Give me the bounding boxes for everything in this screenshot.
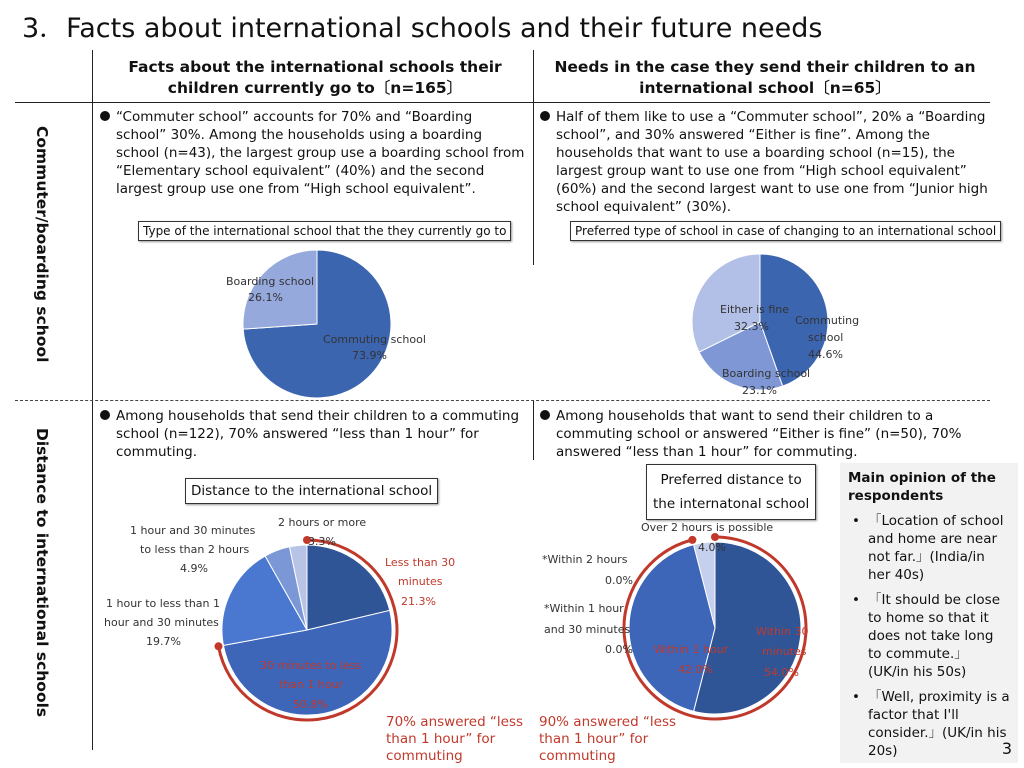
note-current-commuting: 70% answered “less than 1 hour” for commuting — [386, 714, 524, 764]
pie4-label-w1h30-1: *Within 1 hour — [544, 602, 624, 615]
pie2-value-either: 32.3% — [734, 320, 769, 333]
pie4-label-w1h: Within 1 hour — [654, 643, 729, 656]
pie4-value-over2: 4.0% — [698, 541, 726, 554]
pie3-label-lt30-1: Less than 30 — [385, 556, 456, 569]
row-label-distance: Distance to international schools — [33, 428, 51, 718]
bullet-commuter-current — [100, 108, 525, 198]
pie3-value-over2h: 3.3% — [308, 535, 336, 548]
pie-slice-boarding-school — [243, 250, 317, 329]
respondent-opinions-box — [840, 463, 1018, 763]
opinion-item: • 「Location of school and home are near not far.」(India/in her 40s) — [848, 512, 1010, 584]
pie-chart-1 — [200, 240, 460, 405]
pie1-value-commuting: 73.9% — [352, 349, 387, 362]
chart4-title — [646, 464, 816, 520]
bullet-text: Among households that send their children to a commuting school (n=122), 70% answered “less than 1 hour” for commuting. — [116, 408, 520, 460]
pie3-label-h130to2h-1: 1 hour and 30 minutes — [130, 524, 256, 537]
bullet-dot — [540, 111, 550, 121]
pie3-value-h1to1h30: 19.7% — [146, 635, 181, 648]
pie1-value-boarding: 26.1% — [248, 291, 283, 304]
pie4-label-w30-1: Within 30 — [756, 625, 809, 638]
bullet-text: “Commuter school” accounts for 70% and “Boarding school” 30%. Among the households using a boarding school (n=43), the largest group use a boarding school from “Elementary school equivalent” (40%) and the second largest group use one from “High school equivalent”. — [116, 109, 525, 197]
pie2-value-boarding: 23.1% — [742, 384, 777, 397]
pie3-label-30to1h-2: than 1 hour — [279, 678, 344, 691]
bullet-commuter-needs — [540, 108, 990, 216]
pie4-label-w1h30-2: and 30 minutes — [544, 623, 631, 636]
bullet-text: Half of them like to use a “Commuter school”, 20% a “Boarding school”, and 30% answered “Either is fine”. Among the households that want to use a boarding school (n=15), the largest group want to use one from “High school equivalent” (60%) and the second largest want to use one from “Junior high school equivalent” (30%). — [556, 109, 988, 215]
pie2-label-either: Either is fine — [720, 303, 790, 316]
bullet-dot — [100, 111, 110, 121]
pie-chart-2 — [690, 245, 890, 400]
pie2-label-boarding: Boarding school — [722, 367, 811, 380]
bullet-dot — [540, 410, 550, 420]
page-number: 3 — [1001, 739, 1012, 758]
grid-vline-mid — [533, 50, 534, 265]
pie4-value-w30: 54.0% — [764, 666, 799, 679]
row-label-commuter-boarding: Commuter/boarding school — [33, 126, 51, 363]
highlight-marker — [214, 642, 222, 650]
pie3-label-h1to1h30-2: hour and 30 minutes — [104, 616, 219, 629]
highlight-marker — [711, 533, 719, 541]
bullet-dot — [100, 410, 110, 420]
opinion-heading: Main opinion of the respondents — [848, 470, 996, 504]
pie2-label-commuting-1: Commuting — [795, 314, 860, 327]
opinion-item: • 「It should be close to home so that it does not take long to commute.」 (UK/in his 50s) — [848, 591, 1010, 681]
pie3-label-h130to2h-2: to less than 2 hours — [140, 543, 250, 556]
grid-header-line — [15, 102, 990, 103]
pie3-value-h130to2h: 4.9% — [180, 562, 208, 575]
highlight-marker — [688, 536, 696, 544]
chart4-title-line2: the internatonal school — [653, 496, 810, 512]
pie3-label-lt30-2: minutes — [398, 575, 443, 588]
grid-vline-mid-lower — [533, 400, 534, 460]
opinion-list — [848, 512, 1010, 760]
pie2-value-commuting: 44.6% — [808, 348, 843, 361]
chart4-title-line1: Preferred distance to — [660, 472, 802, 488]
bullet-distance-current — [100, 407, 530, 461]
bullet-distance-needs — [540, 407, 995, 461]
pie4-value-w1h30: 0.0% — [605, 643, 633, 656]
note-needs-commuting: 90% answered “less than 1 hour” for commuting — [539, 714, 677, 764]
opinion-item: • 「Well, proximity is a factor that I'll consider.」(UK/in his 20s) — [848, 688, 1010, 760]
pie3-label-30to1h-1: 30 minutes to less — [260, 659, 362, 672]
pie4-label-w30-2: minutes — [762, 645, 807, 658]
pie3-value-30to1h: 50.8% — [293, 698, 328, 711]
grid-row-divider — [15, 400, 990, 401]
slide-title: 3．Facts about international schools and their future needs — [22, 13, 823, 44]
column-header-current-facts: Facts about the international schools their children currently go to〔n=165〕 — [128, 58, 502, 97]
chart2-title: Preferred type of school in case of changing to an international school — [570, 221, 1001, 241]
pie4-label-w2h: *Within 2 hours — [542, 553, 628, 566]
pie1-label-commuting: Commuting school — [323, 333, 426, 346]
pie4-value-w1h: 42.0% — [678, 663, 713, 676]
pie4-value-w2h: 0.0% — [605, 574, 633, 587]
pie-chart-4 — [538, 515, 838, 735]
pie4-label-over2: Over 2 hours is possible — [641, 521, 774, 534]
column-header-future-needs: Needs in the case they send their children to an international school〔n=65〕 — [554, 58, 976, 97]
chart1-title: Type of the international school that the they currently go to — [138, 221, 511, 241]
pie1-label-boarding: Boarding school — [226, 275, 315, 288]
chart3-title: Distance to the international school — [185, 478, 438, 504]
bullet-text: Among households that want to send their children to a commuting school or answered “Either is fine” (n=50), 70% answered “less than 1 hour” for commuting. — [556, 408, 962, 460]
pie3-value-lt30: 21.3% — [401, 595, 436, 608]
pie3-label-h1to1h30-1: 1 hour to less than 1 — [106, 597, 221, 610]
pie3-label-over2h: 2 hours or more — [278, 516, 367, 529]
pie2-label-commuting-2: school — [808, 331, 844, 344]
